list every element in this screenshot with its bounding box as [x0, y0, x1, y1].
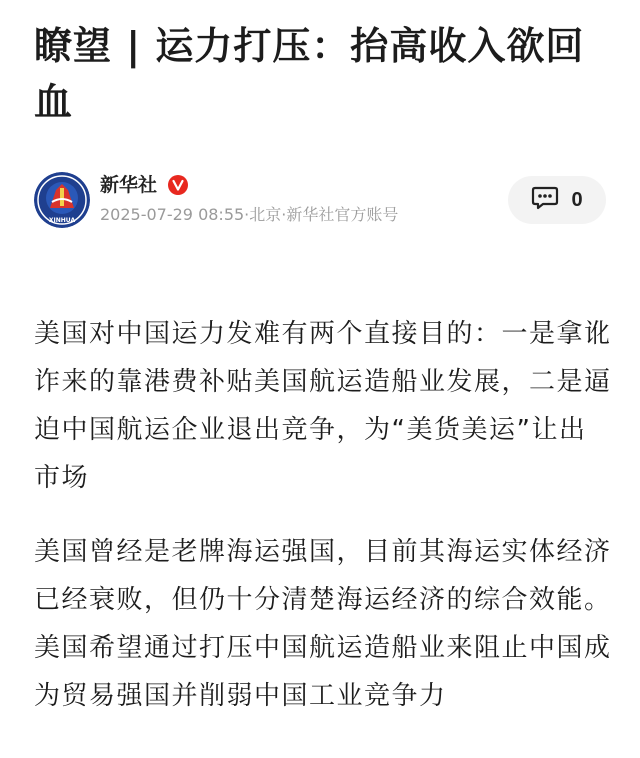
- comment-button[interactable]: [508, 176, 606, 224]
- article-paragraph-2: 美国曾经是老牌海运强国，目前其海运实体经济已经衰败，但仍十分清楚海运经济的综合效能。美国希望通过打压中国航运造船业来阻止中国成为贸易强国并削弱中国工业竞争力: [34, 537, 612, 711]
- verified-badge-icon: [168, 175, 188, 195]
- author-row: [34, 172, 606, 232]
- article-paragraph-1: 美国对中国运力发难有两个直接目的：一是拿讹诈来的靠港费补贴美国航运造船业发展，二是逼迫中国航运企业退出竞争，为“美货美运”让出市场: [34, 319, 612, 493]
- author-name[interactable]: 新华社: [100, 174, 158, 196]
- comment-icon: [531, 185, 559, 215]
- xinhua-logo-icon[interactable]: [34, 172, 90, 228]
- article-title: 瞭望 | 运力打压：抬高收入欲回血: [34, 24, 585, 124]
- publish-meta: 2025-07-29 08:55·北京·新华社官方账号: [100, 205, 399, 224]
- avatar-lettering: XINHUA: [48, 217, 76, 224]
- comment-count: 0: [571, 188, 583, 211]
